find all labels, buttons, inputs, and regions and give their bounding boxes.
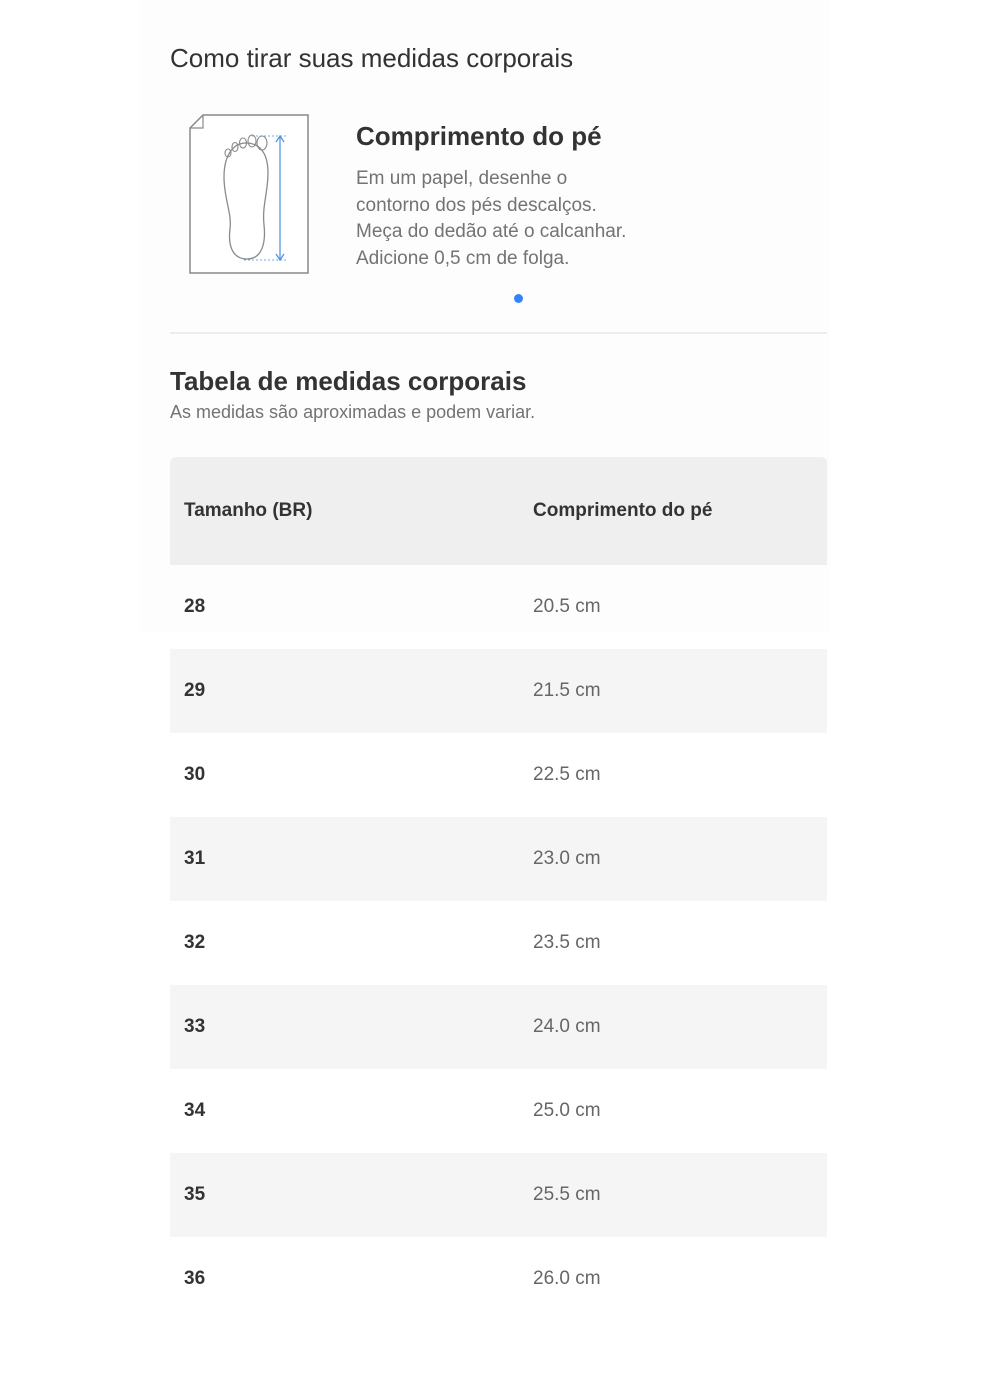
table-row <box>170 1069 827 1153</box>
table-row <box>170 565 827 649</box>
size-cell: 35 <box>184 1184 206 1205</box>
section-title: Como tirar suas medidas corporais <box>170 43 574 73</box>
length-cell: 24.0 cm <box>533 1016 601 1037</box>
length-cell: 26.0 cm <box>533 1268 601 1289</box>
table-row <box>170 733 827 817</box>
table-row <box>170 1153 827 1237</box>
length-cell: 25.0 cm <box>533 1100 601 1121</box>
guide-heading: Comprimento do pé <box>356 121 602 151</box>
size-cell: 30 <box>184 764 206 785</box>
size-cell: 36 <box>184 1268 206 1289</box>
table-row <box>170 985 827 1069</box>
guide-instruction-line: Adicione 0,5 cm de folga. <box>356 247 570 269</box>
size-cell: 28 <box>184 596 206 617</box>
header-foot-length: Comprimento do pé <box>533 500 713 521</box>
carousel-pager-dot[interactable] <box>514 294 523 303</box>
table-row <box>170 1237 827 1321</box>
header-size: Tamanho (BR) <box>184 500 313 521</box>
size-cell: 33 <box>184 1016 206 1037</box>
length-cell: 20.5 cm <box>533 596 601 617</box>
length-cell: 25.5 cm <box>533 1184 601 1205</box>
size-cell: 32 <box>184 932 206 953</box>
size-table <box>170 457 827 1321</box>
table-row <box>170 817 827 901</box>
table-row <box>170 649 827 733</box>
size-cell: 29 <box>184 680 206 701</box>
length-cell: 21.5 cm <box>533 680 601 701</box>
measurement-guide-card <box>170 105 827 285</box>
guide-instructions <box>356 166 686 272</box>
guide-instruction-line: Meça do dedão até o calcanhar. <box>356 221 627 242</box>
length-cell: 22.5 cm <box>533 764 601 785</box>
guide-instruction-line: Em um papel, desenhe o <box>356 168 568 189</box>
size-cell: 31 <box>184 848 206 869</box>
section-divider <box>170 332 827 334</box>
guide-instruction-line: contorno dos pés descalços. <box>356 194 597 216</box>
table-row <box>170 901 827 985</box>
foot-measurement-icon <box>188 113 312 275</box>
size-cell: 34 <box>184 1100 206 1121</box>
length-cell: 23.5 cm <box>533 932 601 953</box>
length-cell: 23.0 cm <box>533 848 601 869</box>
table-title: Tabela de medidas corporais <box>170 366 527 396</box>
table-subtitle: As medidas são aproximadas e podem variar. <box>170 402 536 422</box>
table-header <box>170 457 827 565</box>
